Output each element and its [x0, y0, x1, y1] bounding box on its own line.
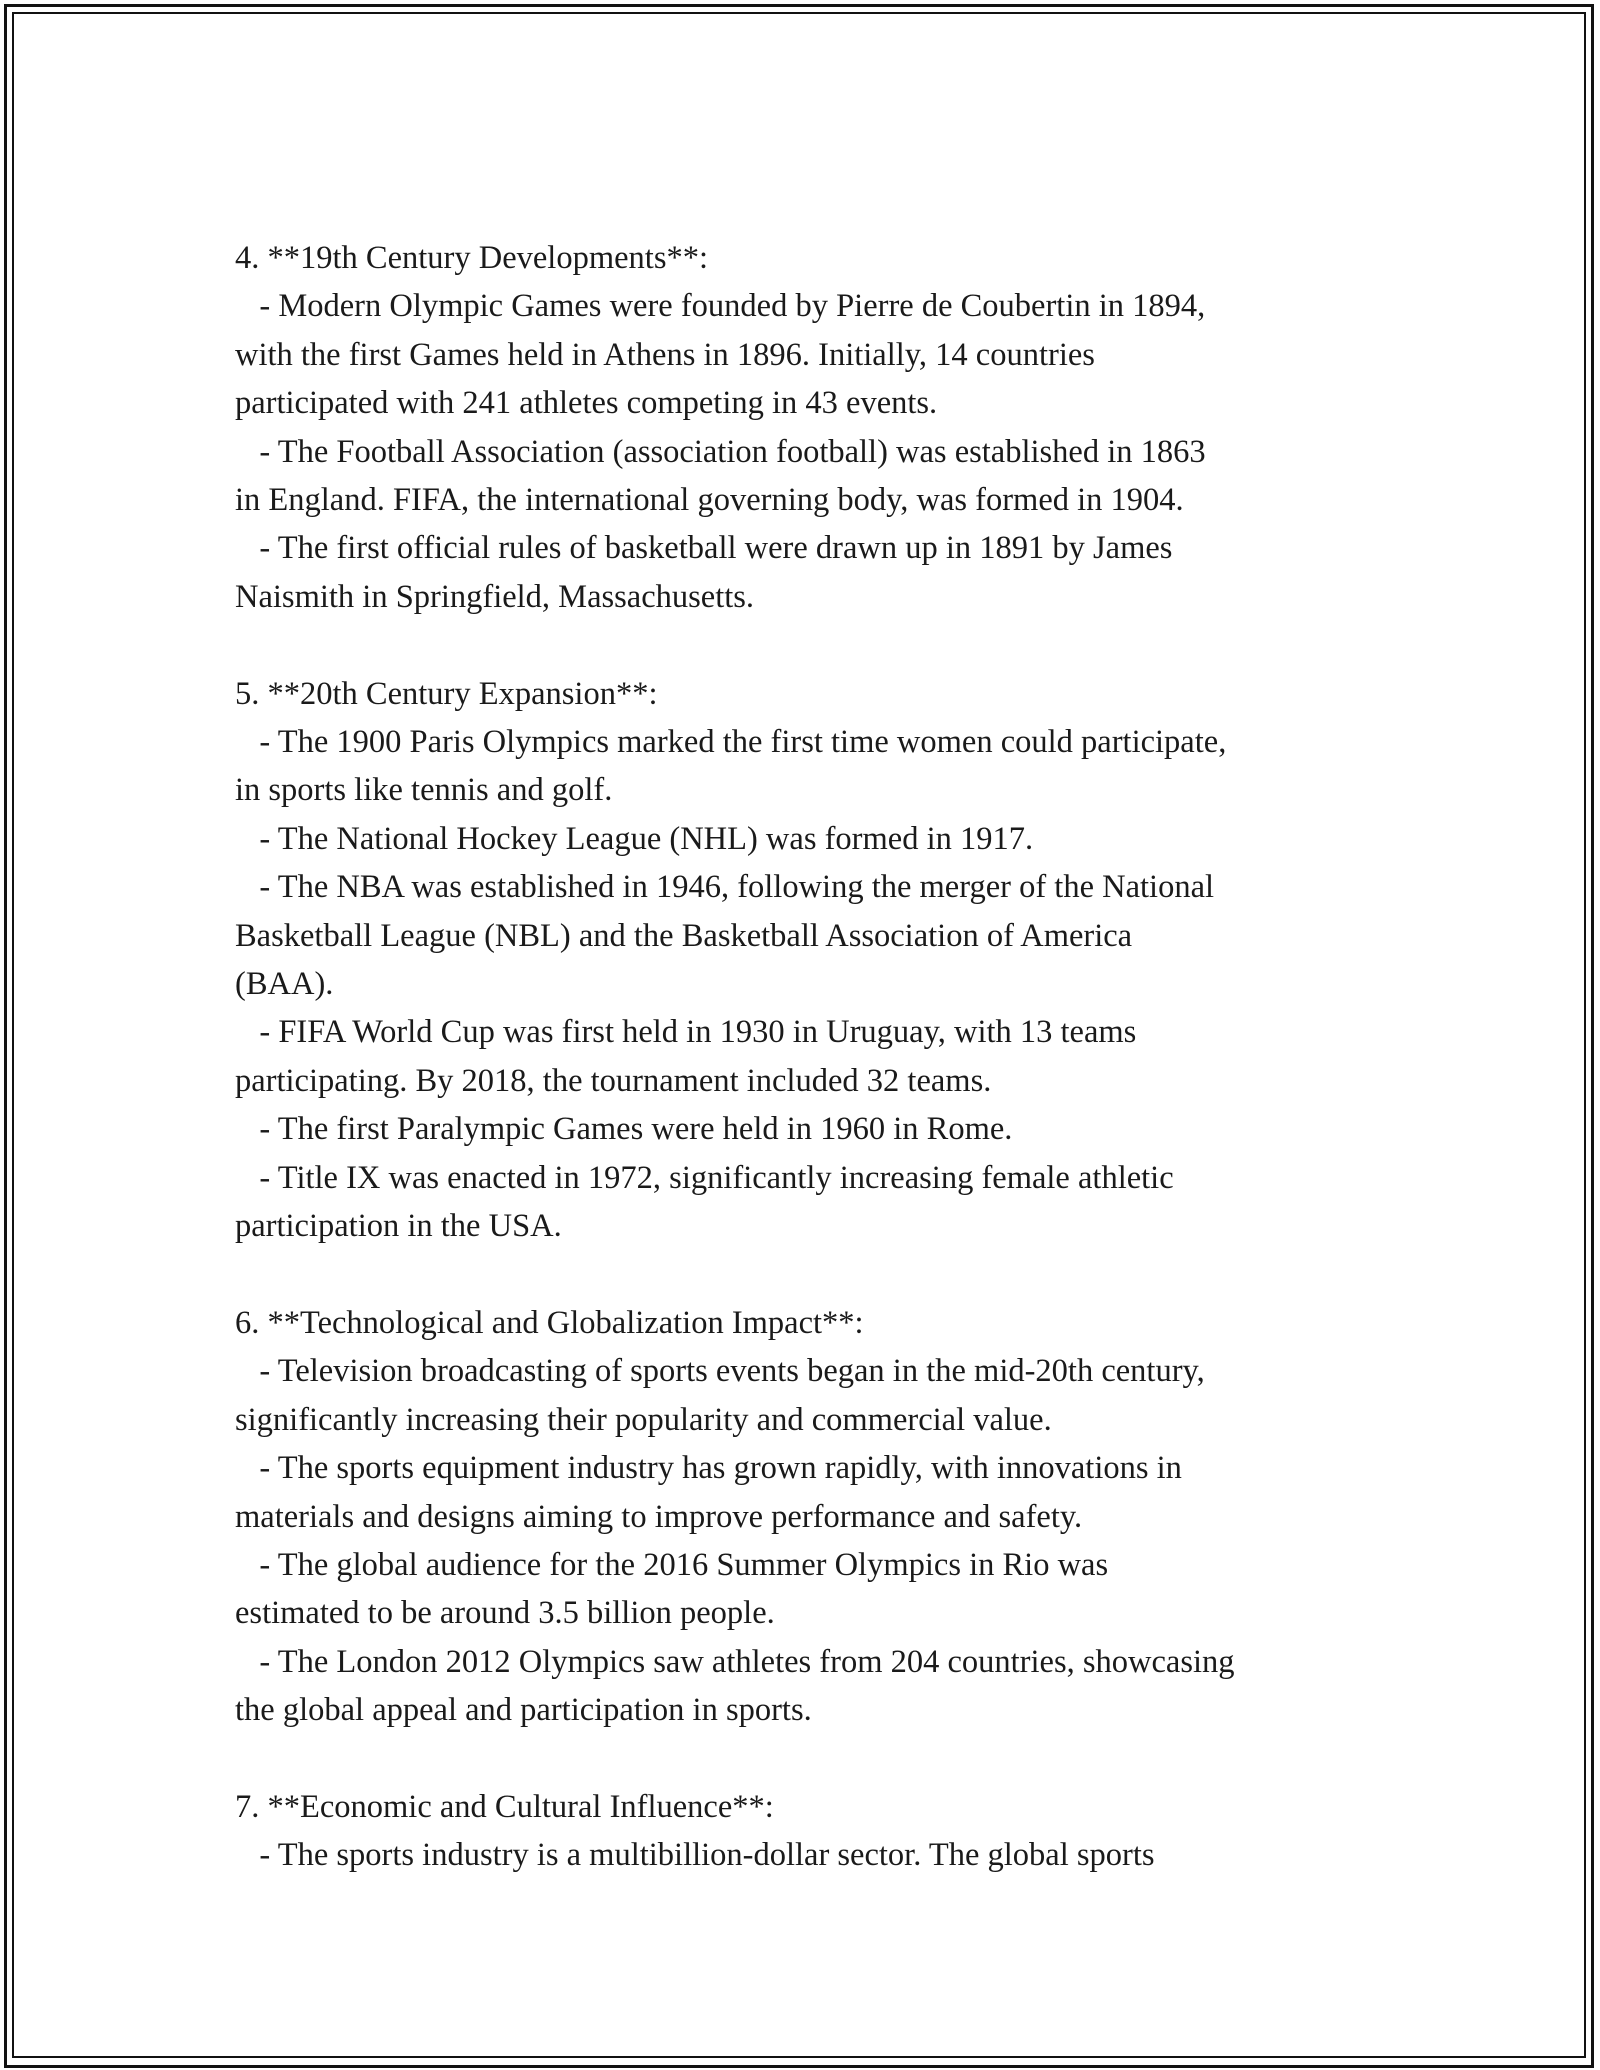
- bullet-item: - The National Hockey League (NHL) was formed in 1917.: [235, 820, 1034, 857]
- bullet-item: - The first Paralympic Games were held in 1960 in Rome.: [235, 1111, 1013, 1148]
- section-heading: 6. **Technological and Globalization Impact**:: [235, 1304, 864, 1341]
- section-heading: 7. **Economic and Cultural Influence**:: [235, 1788, 774, 1825]
- bullet-item: - The NBA was established in 1946, following the merger of the National Basketball League (NBL) and the Basketball Association of America (BAA).: [235, 869, 1215, 1003]
- section-economic-cultural: [235, 1783, 1395, 1880]
- bullet-item: - The sports equipment industry has grown rapidly, with innovations in materials and designs aiming to improve performance and safety.: [235, 1450, 1182, 1535]
- section-heading: 5. **20th Century Expansion**:: [235, 675, 658, 712]
- document-body: [235, 234, 1395, 1880]
- bullet-item: - Television broadcasting of sports events began in the mid-20th century, significantly increasing their popularity and commercial value.: [235, 1353, 1205, 1438]
- bullet-item: - The 1900 Paris Olympics marked the first time women could participate, in sports like tennis and golf.: [235, 724, 1227, 809]
- bullet-item: - FIFA World Cup was first held in 1930 in Uruguay, with 13 teams participating. By 2018, the tournament included 32 teams.: [235, 1014, 1137, 1099]
- section-19th-century: [235, 234, 1395, 621]
- bullet-item: - The sports industry is a multibillion-dollar sector. The global sports: [235, 1837, 1155, 1874]
- bullet-item: - The first official rules of basketball were drawn up in 1891 by James Naismith in Springfield, Massachusetts.: [235, 530, 1173, 615]
- section-technology-globalization: [235, 1299, 1395, 1735]
- bullet-item: - The London 2012 Olympics saw athletes from 204 countries, showcasing the global appeal and participation in sports.: [235, 1643, 1235, 1729]
- bullet-item: - The Football Association (association football) was established in 1863 in England. FIFA, the international governing body, was formed in 1904.: [235, 433, 1206, 519]
- bullet-item: - The global audience for the 2016 Summer Olympics in Rio was estimated to be around 3.5 billion people.: [235, 1546, 1109, 1632]
- bullet-item: - Title IX was enacted in 1972, significantly increasing female athletic participation in the USA.: [235, 1159, 1174, 1245]
- section-heading: 4. **19th Century Developments**:: [235, 240, 708, 276]
- bullet-item: - Modern Olympic Games were founded by Pierre de Coubertin in 1894, with the first Games held in Athens in 1896. Initially, 14 countries participated with 241 athletes competing in 43 events.: [235, 288, 1206, 422]
- section-20th-century: [235, 670, 1395, 1251]
